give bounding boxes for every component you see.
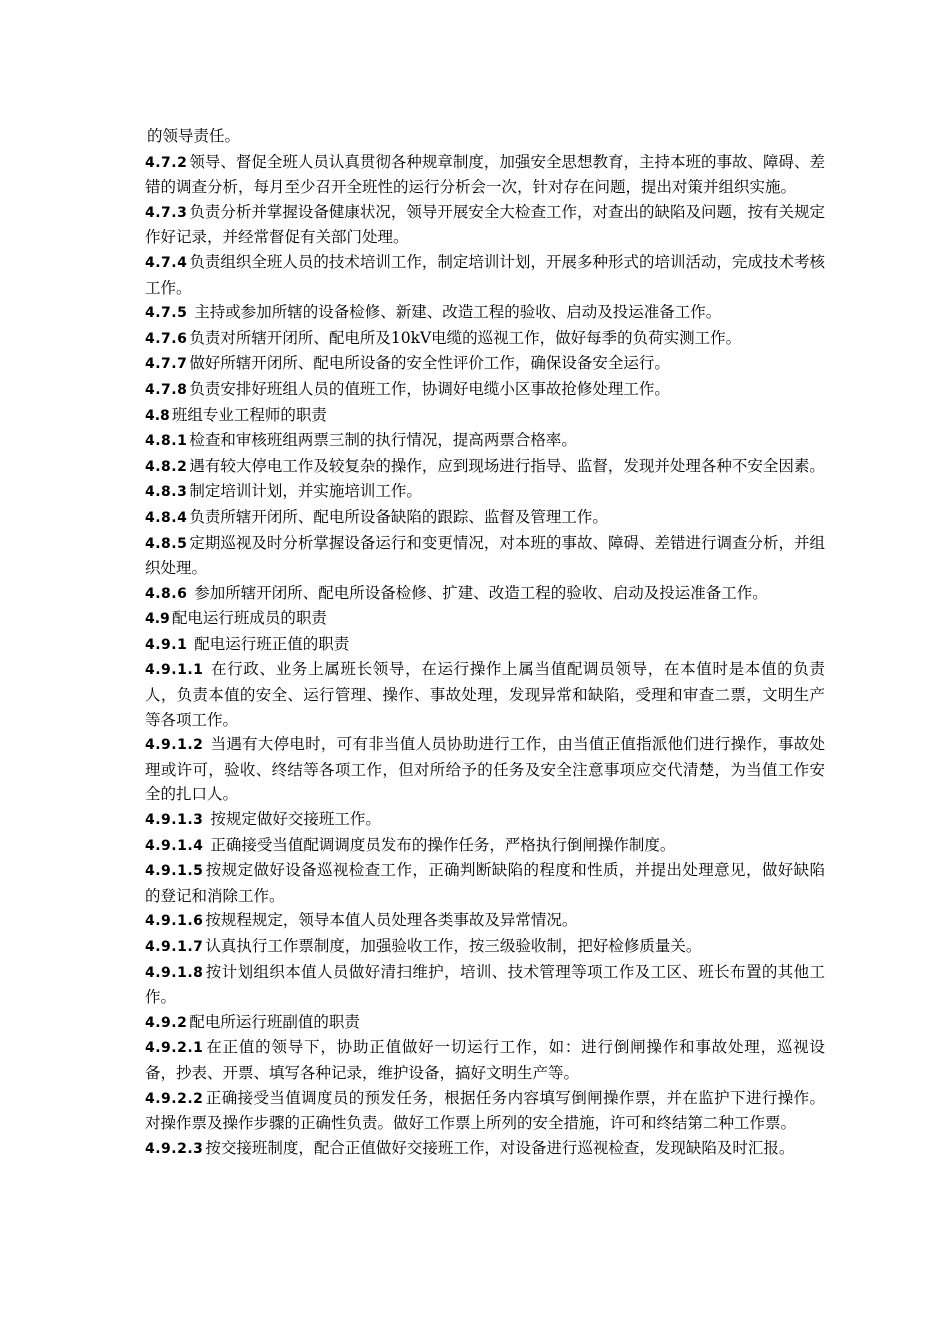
- clause-number: 4.9.2.2: [145, 1090, 204, 1107]
- clause-text: 制定培训计划，并实施培训工作。: [189, 482, 422, 501]
- clause-text: 当遇有大停电时，可有非当值人员协助进行工作，由当值正值指派他们进行操作，事故处理或许可，验收、终结等各项工作，但对所给予的任务及安全注意事项应交代清楚，为当值工作安全的扎口人。: [145, 735, 825, 804]
- paragraph-4-8-5: [145, 531, 825, 581]
- clause-number: 4.7.4: [145, 254, 188, 271]
- paragraph-4-9-2-3: [145, 1136, 825, 1162]
- clause-text: 负责安排好班组人员的值班工作，协调好电缆小区事故抢修处理工作。: [189, 379, 670, 398]
- paragraph-4-9-2-2: [145, 1086, 825, 1136]
- paragraph-4-7-5: [145, 300, 825, 326]
- clause-text: 在行政、业务上属班长领导，在运行操作上属当值配调员领导，在本值时是本值的负责人，负责本值的安全、运行管理、操作、事故处理，发现异常和缺陷，受理和审查二票，文明生产等各项工作。: [145, 660, 825, 729]
- paragraph-4-9-1-3: [145, 807, 825, 833]
- clause-text: 配电所运行班副值的职责: [189, 1012, 360, 1031]
- clause-text: 认真执行工作票制度，加强验收工作，按三级验收制，把好检修质量关。: [205, 937, 702, 955]
- clause-text: 负责所辖开闭所、配电所设备缺陷的跟踪、监督及管理工作。: [189, 507, 608, 526]
- paragraph-4-7-8: [145, 377, 825, 403]
- clause-number: 4.8.1: [145, 433, 188, 450]
- clause-number: 4.9.1.1: [145, 662, 204, 679]
- clause-number: 4.9.1.6: [145, 913, 204, 930]
- paragraph-4-9-1-2: [145, 732, 825, 807]
- paragraph-4-8-1: [145, 428, 825, 454]
- subsection-heading-4-9-2: [145, 1010, 825, 1036]
- clause-number: 4.9.1.4: [145, 837, 204, 854]
- clause-number: 4.8.5: [145, 535, 188, 552]
- clause-text: 配电运行班正值的职责: [189, 634, 350, 653]
- clause-text: 参加所辖开闭所、配电所设备检修、扩建、改造工程的验收、启动及投运准备工作。: [189, 583, 768, 602]
- clause-number: 4.8.2: [145, 458, 188, 475]
- paragraph-4-9-2-1: [145, 1035, 825, 1085]
- clause-text: 按规定做好设备巡视检查工作，正确判断缺陷的程度和性质，并提出处理意见，做好缺陷的登记和消除工作。: [145, 861, 825, 905]
- clause-number: 4.7.5: [145, 305, 188, 322]
- clause-number: 4.7.6: [145, 330, 188, 347]
- clause-number: 4.9.1.5: [145, 863, 204, 880]
- section-heading-4-8: [145, 403, 825, 429]
- clause-text: 做好所辖开闭所、配电所设备的安全性评价工作，确保设备安全运行。: [189, 354, 670, 373]
- subsection-heading-4-9-1: [145, 632, 825, 658]
- clause-text: 遇有较大停电工作及较复杂的操作，应到现场进行指导、监督，发现并处理各种不安全因素。: [189, 456, 825, 475]
- document-page: [145, 124, 825, 1161]
- paragraph-0: [145, 124, 825, 150]
- clause-text: 主持或参加所辖的设备检修、新建、改造工程的验收、启动及投运准备工作。: [189, 303, 722, 322]
- clause-text: 的领导责任。: [147, 127, 241, 145]
- paragraph-4-7-7: [145, 351, 825, 377]
- clause-text: 按计划组织本值人员做好清扫维护，培训、技术管理等项工作及工区、班长布置的其他工作。: [145, 962, 825, 1007]
- section-heading-4-9: [145, 606, 825, 632]
- clause-number: 4.9.1.8: [145, 964, 204, 981]
- clause-number: 4.9.2.1: [145, 1040, 204, 1057]
- clause-number: 4.8.6: [145, 585, 188, 602]
- clause-text: 负责对所辖开闭所、配电所及10kV电缆的巡视工作，做好每季的负荷实测工作。: [189, 328, 742, 347]
- clause-number: 4.7.8: [145, 381, 188, 398]
- paragraph-4-7-6: [145, 326, 825, 352]
- clause-number: 4.9.1.7: [145, 939, 204, 955]
- clause-text: 正确接受当值调度员的预发任务，根据任务内容填写倒闸操作票，并在监护下进行操作。对操作票及操作步骤的正确性负责。做好工作票上所列的安全措施，许可和终结第二种工作票。: [145, 1088, 825, 1133]
- paragraph-4-8-3: [145, 479, 825, 505]
- clause-number: 4.9.1.3: [145, 812, 204, 829]
- clause-number: 4.7.3: [145, 204, 188, 221]
- clause-number: 4.9.2: [145, 1014, 188, 1031]
- paragraph-4-8-2: [145, 454, 825, 480]
- section-title: 班组专业工程师的职责: [171, 405, 327, 424]
- clause-text: 定期巡视及时分析掌握设备运行和变更情况，对本班的事故、障碍、差错进行调查分析，并组织处理。: [145, 533, 825, 578]
- clause-number: 4.7.2: [145, 154, 188, 171]
- section-number: 4.8: [145, 407, 170, 424]
- paragraph-4-9-1-8: [145, 960, 825, 1010]
- clause-text: 领导、督促全班人员认真贯彻各种规章制度，加强安全思想教育，主持本班的事故、障碍、差错的调查分析，每月至少召开全班性的运行分析会一次，针对存在问题，提出对策并组织实施。: [145, 152, 825, 197]
- paragraph-4-7-3: [145, 200, 825, 250]
- clause-text: 检查和审核班组两票三制的执行情况，提高两票合格率。: [189, 431, 577, 450]
- paragraph-4-9-1-6: [145, 908, 825, 934]
- clause-text: 按规定做好交接班工作。: [205, 810, 381, 829]
- paragraph-4-8-4: [145, 505, 825, 531]
- section-number: 4.9: [145, 611, 170, 628]
- clause-number: 4.9.1: [145, 636, 188, 653]
- paragraph-4-9-1-7: [145, 934, 825, 960]
- clause-number: 4.7.7: [145, 356, 188, 373]
- clause-text: 在正值的领导下，协助正值做好一切运行工作，如：进行倒闸操作和事故处理，巡视设备，抄表、开票、填写各种记录，维护设备，搞好文明生产等。: [145, 1038, 825, 1082]
- clause-number: 4.9.2.3: [145, 1140, 204, 1157]
- clause-number: 4.8.4: [145, 509, 188, 526]
- paragraph-4-8-6: [145, 581, 825, 607]
- clause-text: 按规程规定，领导本值人员处理各类事故及异常情况。: [205, 911, 578, 930]
- paragraph-4-9-1-1: [145, 657, 825, 732]
- clause-number: 4.8.3: [145, 484, 188, 501]
- clause-text: 按交接班制度，配合正值做好交接班工作，对设备进行巡视检查，发现缺陷及时汇报。: [205, 1138, 795, 1157]
- clause-text: 正确接受当值配调调度员发布的操作任务，严格执行倒闸操作制度。: [205, 835, 676, 854]
- paragraph-4-9-1-4: [145, 833, 825, 859]
- paragraph-4-9-1-5: [145, 858, 825, 908]
- clause-text: 负责分析并掌握设备健康状况，领导开展安全大检查工作，对查出的缺陷及问题，按有关规定作好记录，并经常督促有关部门处理。: [145, 202, 825, 247]
- paragraph-4-7-2: [145, 150, 825, 200]
- section-title: 配电运行班成员的职责: [171, 609, 327, 628]
- clause-text: 负责组织全班人员的技术培训工作，制定培训计划，开展多种形式的培训活动，完成技术考核工作。: [145, 252, 825, 297]
- clause-number: 4.9.1.2: [145, 737, 204, 754]
- paragraph-4-7-4: [145, 250, 825, 300]
